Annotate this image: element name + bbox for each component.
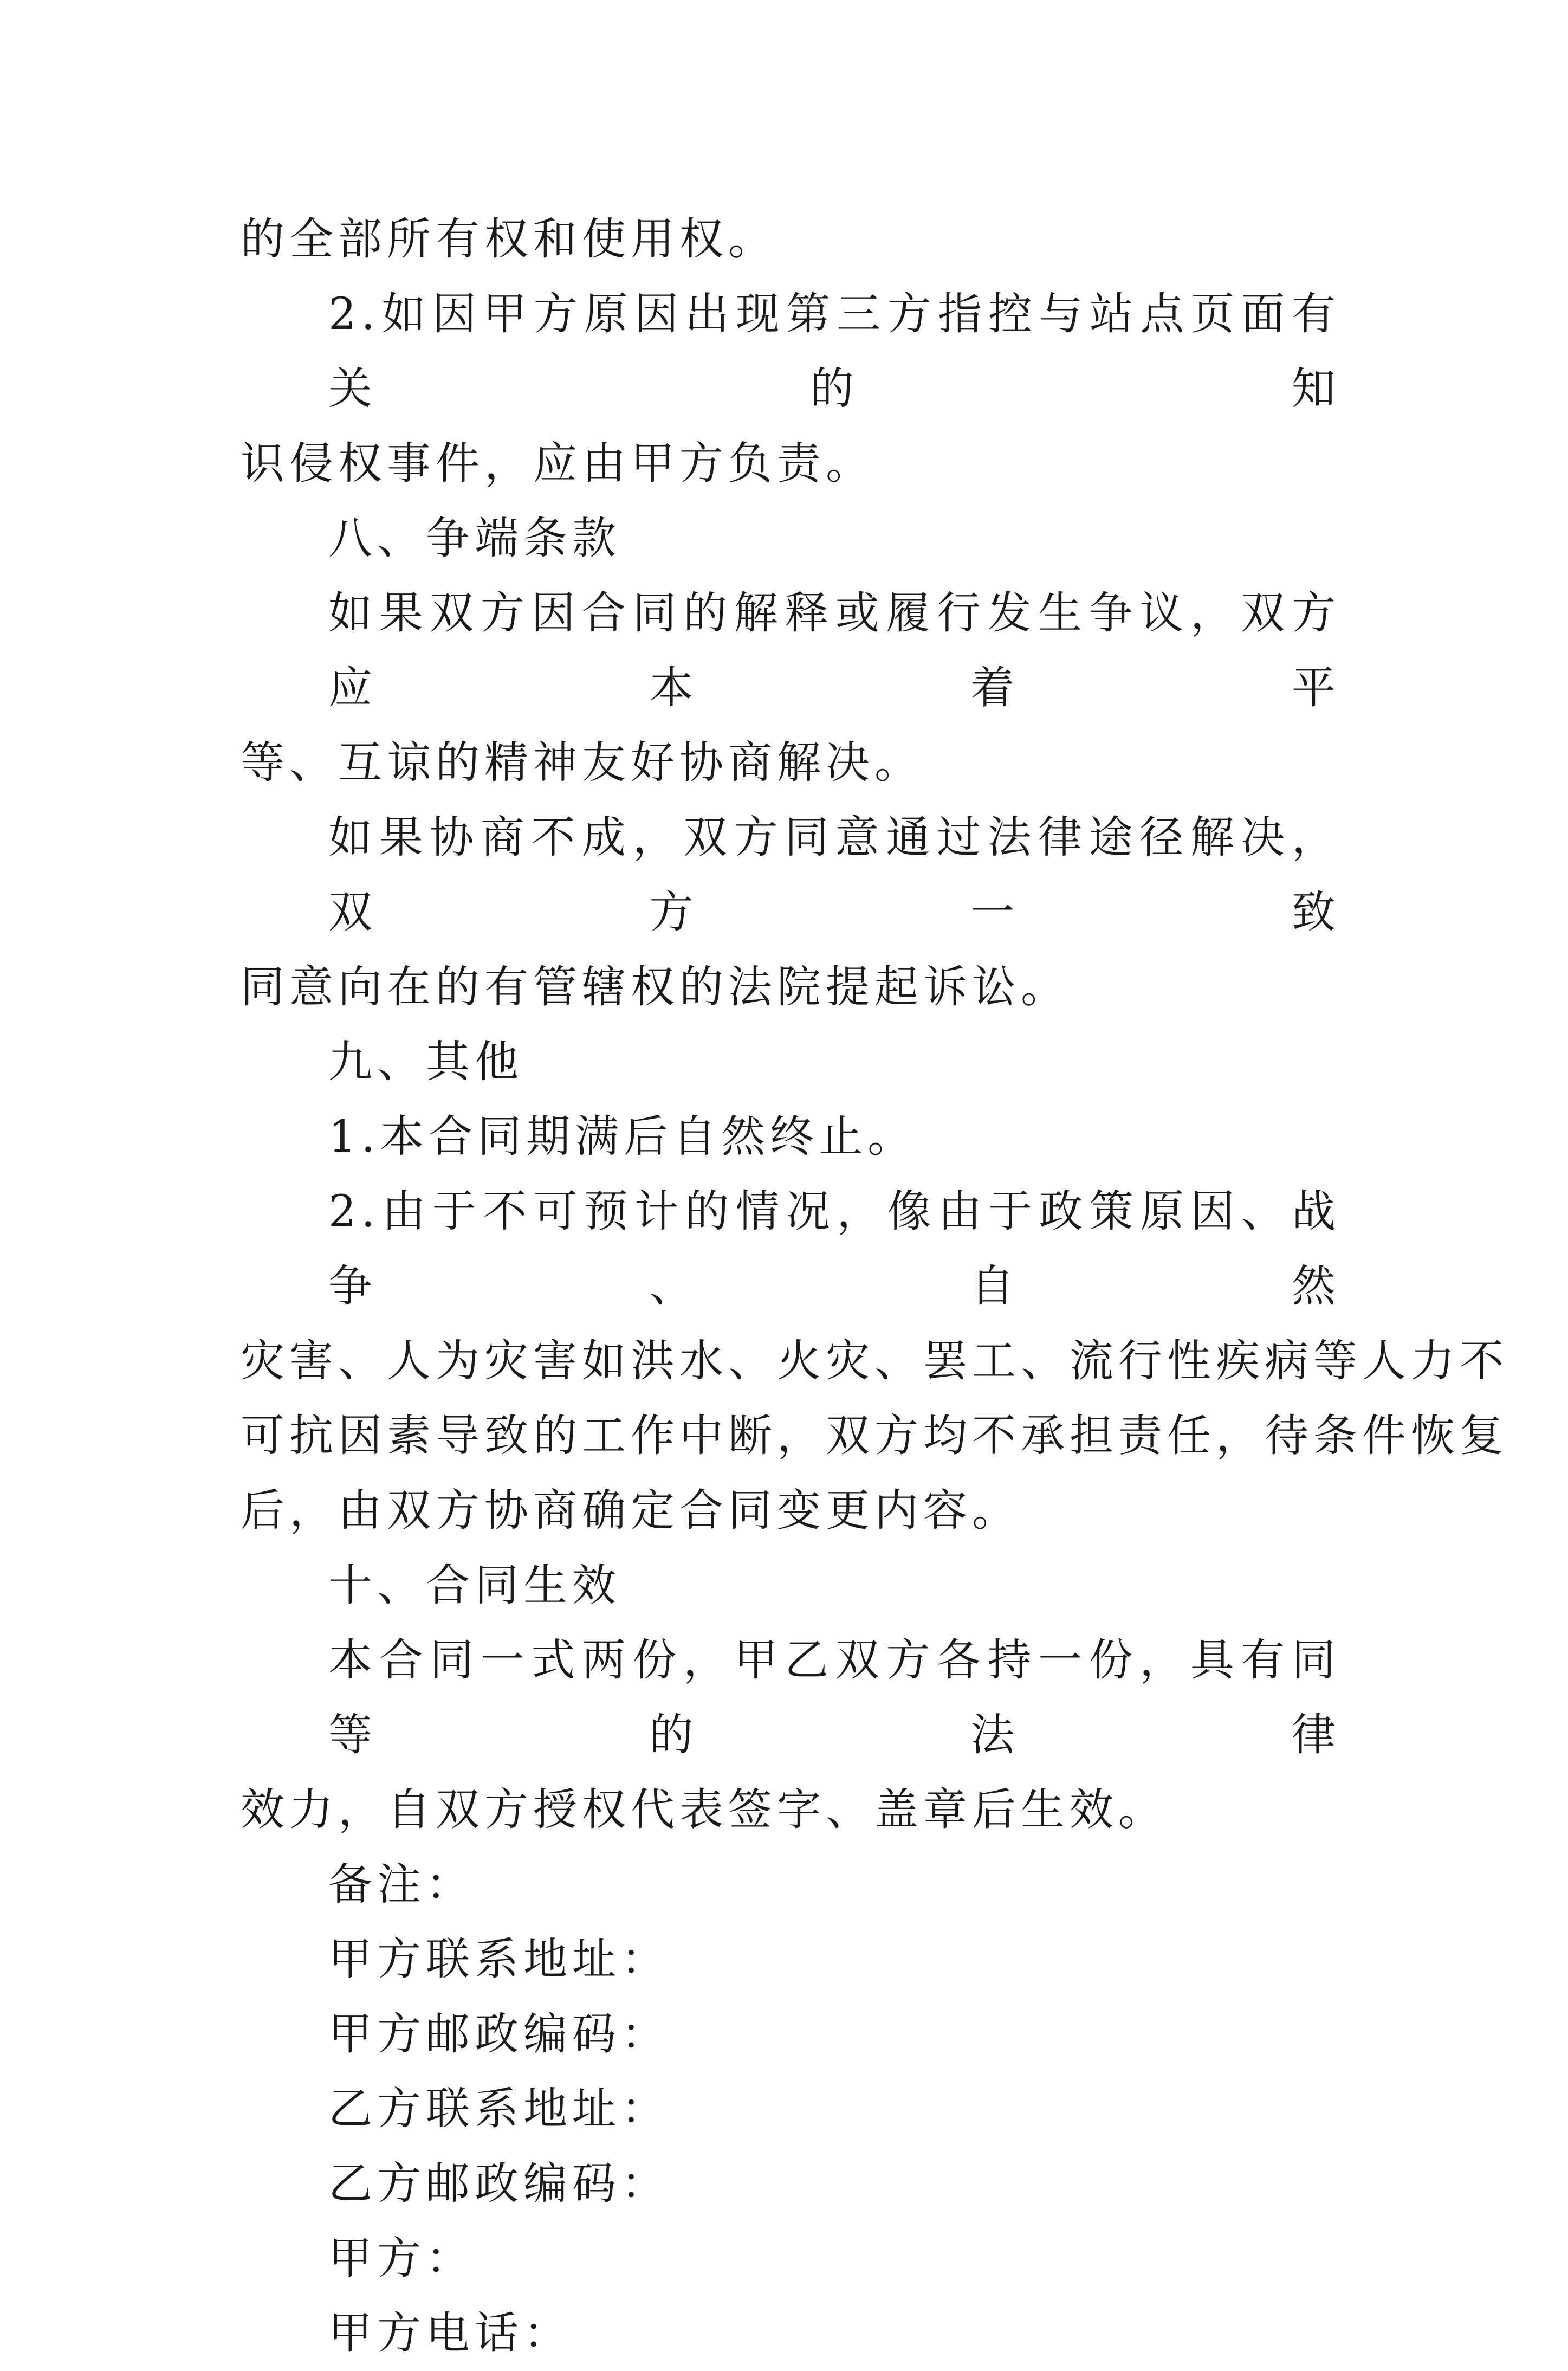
party-b-postcode-label: 乙方邮政编码：: [328, 2159, 670, 2210]
party-b-address-label: 乙方联系地址：: [328, 2084, 670, 2135]
text-line: 本合同一式两份，甲乙双方各持一份，具有同等的法律: [328, 1635, 1340, 1761]
text-line: 等、互谅的精神友好协商解决。: [241, 738, 924, 789]
text-line: 同意向在的有管辖权的法院提起诉讼。: [241, 962, 1070, 1013]
text-line: 1.本合同期满后自然终止。: [328, 1112, 917, 1162]
party-a-postcode-label: 甲方邮政编码：: [328, 2009, 670, 2060]
section-heading-dispute: 八、争端条款: [328, 513, 621, 564]
text-line: 如果双方因合同的解释或履行发生争议，双方应本着平: [328, 588, 1340, 714]
text-line: 2.由于不可预计的情况，像由于政策原因、战争、自然: [328, 1186, 1340, 1312]
text-line: 如果协商不成，双方同意通过法律途径解决，双方一致: [328, 812, 1340, 938]
party-a-address-label: 甲方联系地址：: [328, 1934, 670, 1985]
section-heading-effective: 十、合同生效: [328, 1560, 621, 1611]
text-line: 2.如因甲方原因出现第三方指控与站点页面有关的知: [328, 289, 1340, 415]
text-line: 后，由双方协商确定合同变更内容。: [241, 1485, 1021, 1536]
remarks-label: 备注：: [328, 1859, 475, 1910]
party-a-phone-label: 甲方电话：: [328, 2308, 573, 2359]
section-heading-other: 九、其他: [328, 1037, 524, 1088]
text-line: 识侵权事件，应由甲方负责。: [241, 438, 875, 489]
text-line: 灾害、人为灾害如洪水、火灾、罢工、流行性疾病等人力不: [241, 1336, 1509, 1387]
text-line: 的全部所有权和使用权。: [241, 214, 777, 265]
contract-body: [241, 202, 1509, 2371]
text-line: 效力，自双方授权代表签字、盖章后生效。: [241, 1785, 1168, 1836]
text-line: 可抗因素导致的工作中断，双方均不承担责任，待条件恢复: [241, 1411, 1509, 1462]
party-a-label: 甲方：: [328, 2233, 475, 2284]
